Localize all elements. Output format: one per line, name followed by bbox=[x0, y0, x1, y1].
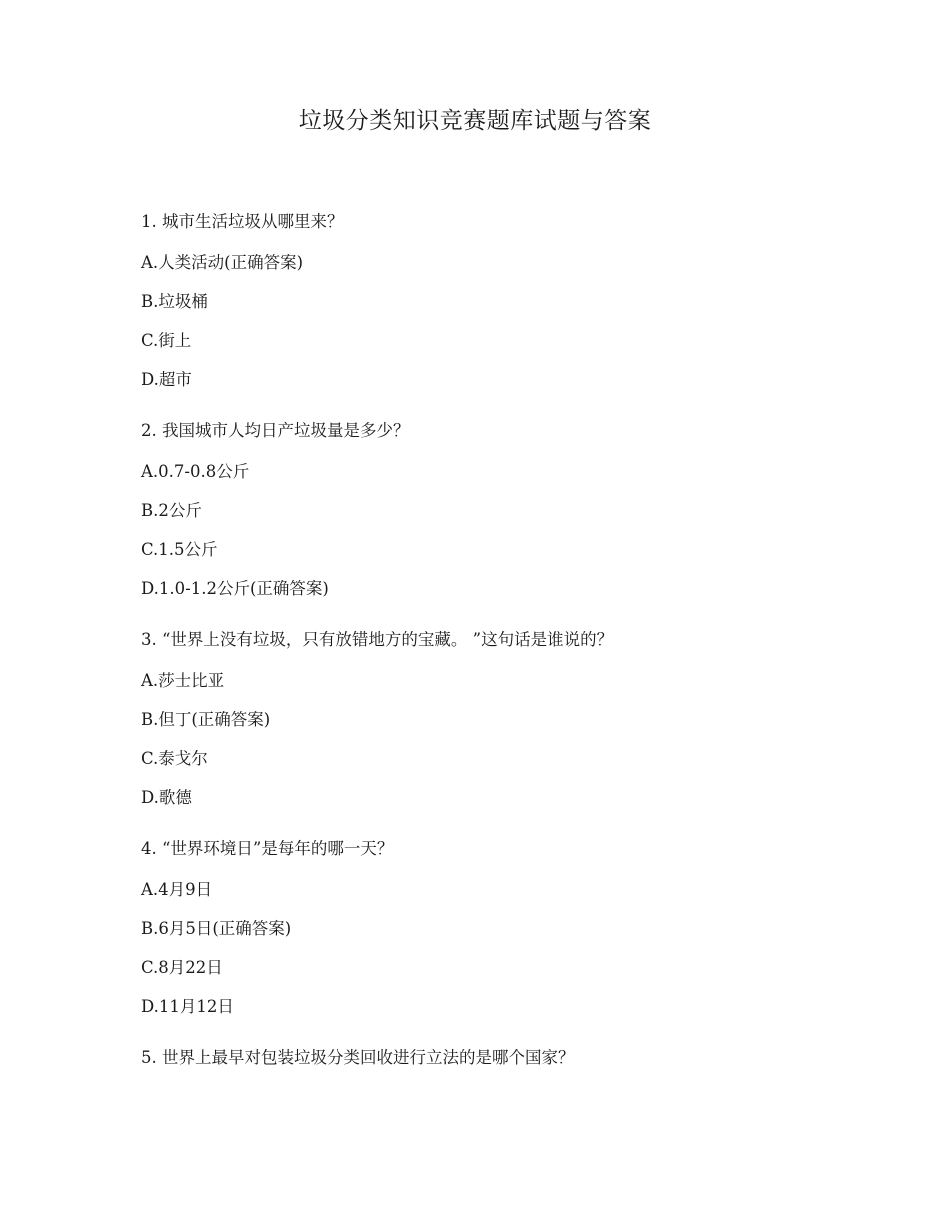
question-1-option-c: C.街上 bbox=[141, 331, 192, 350]
question-3-option-d: D.歌德 bbox=[141, 788, 192, 807]
question-3-option-b: B.但丁(正确答案) bbox=[141, 710, 271, 729]
question-3-option-a: A.莎士比亚 bbox=[141, 671, 225, 690]
question-3-option-c: C.泰戈尔 bbox=[141, 749, 208, 768]
question-2-option-b: B.2公斤 bbox=[141, 501, 202, 520]
question-5-text: 5. 世界上最早对包装垃圾分类回收进行立法的是哪个国家？ bbox=[141, 1048, 575, 1067]
question-4-option-a: A.4月9日 bbox=[141, 880, 213, 899]
question-4-option-b: B.6月5日(正确答案) bbox=[141, 919, 292, 938]
question-3-text: 3. “世界上没有垃圾，只有放错地方的宝藏。 ”这句话是谁说的？ bbox=[141, 630, 614, 649]
question-1-text: 1. 城市生活垃圾从哪里来？ bbox=[141, 212, 344, 231]
document-title: 垃圾分类知识竞赛题库试题与答案 bbox=[298, 108, 652, 134]
question-4-option-d: D.11月12日 bbox=[141, 997, 234, 1016]
question-1-option-d: D.超市 bbox=[141, 370, 192, 389]
question-2-option-c: C.1.5公斤 bbox=[141, 540, 218, 559]
question-1-option-b: B.垃圾桶 bbox=[141, 292, 208, 311]
question-2-option-a: A.0.7-0.8公斤 bbox=[141, 462, 250, 481]
question-2-text: 2. 我国城市人均日产垃圾量是多少？ bbox=[141, 421, 410, 440]
question-4-text: 4. “世界环境日”是每年的哪一天？ bbox=[141, 839, 394, 858]
question-2-option-d: D.1.0-1.2公斤(正确答案) bbox=[141, 579, 329, 598]
question-1-option-a: A.人类活动(正确答案) bbox=[141, 253, 304, 272]
question-4-option-c: C.8月22日 bbox=[141, 958, 223, 977]
